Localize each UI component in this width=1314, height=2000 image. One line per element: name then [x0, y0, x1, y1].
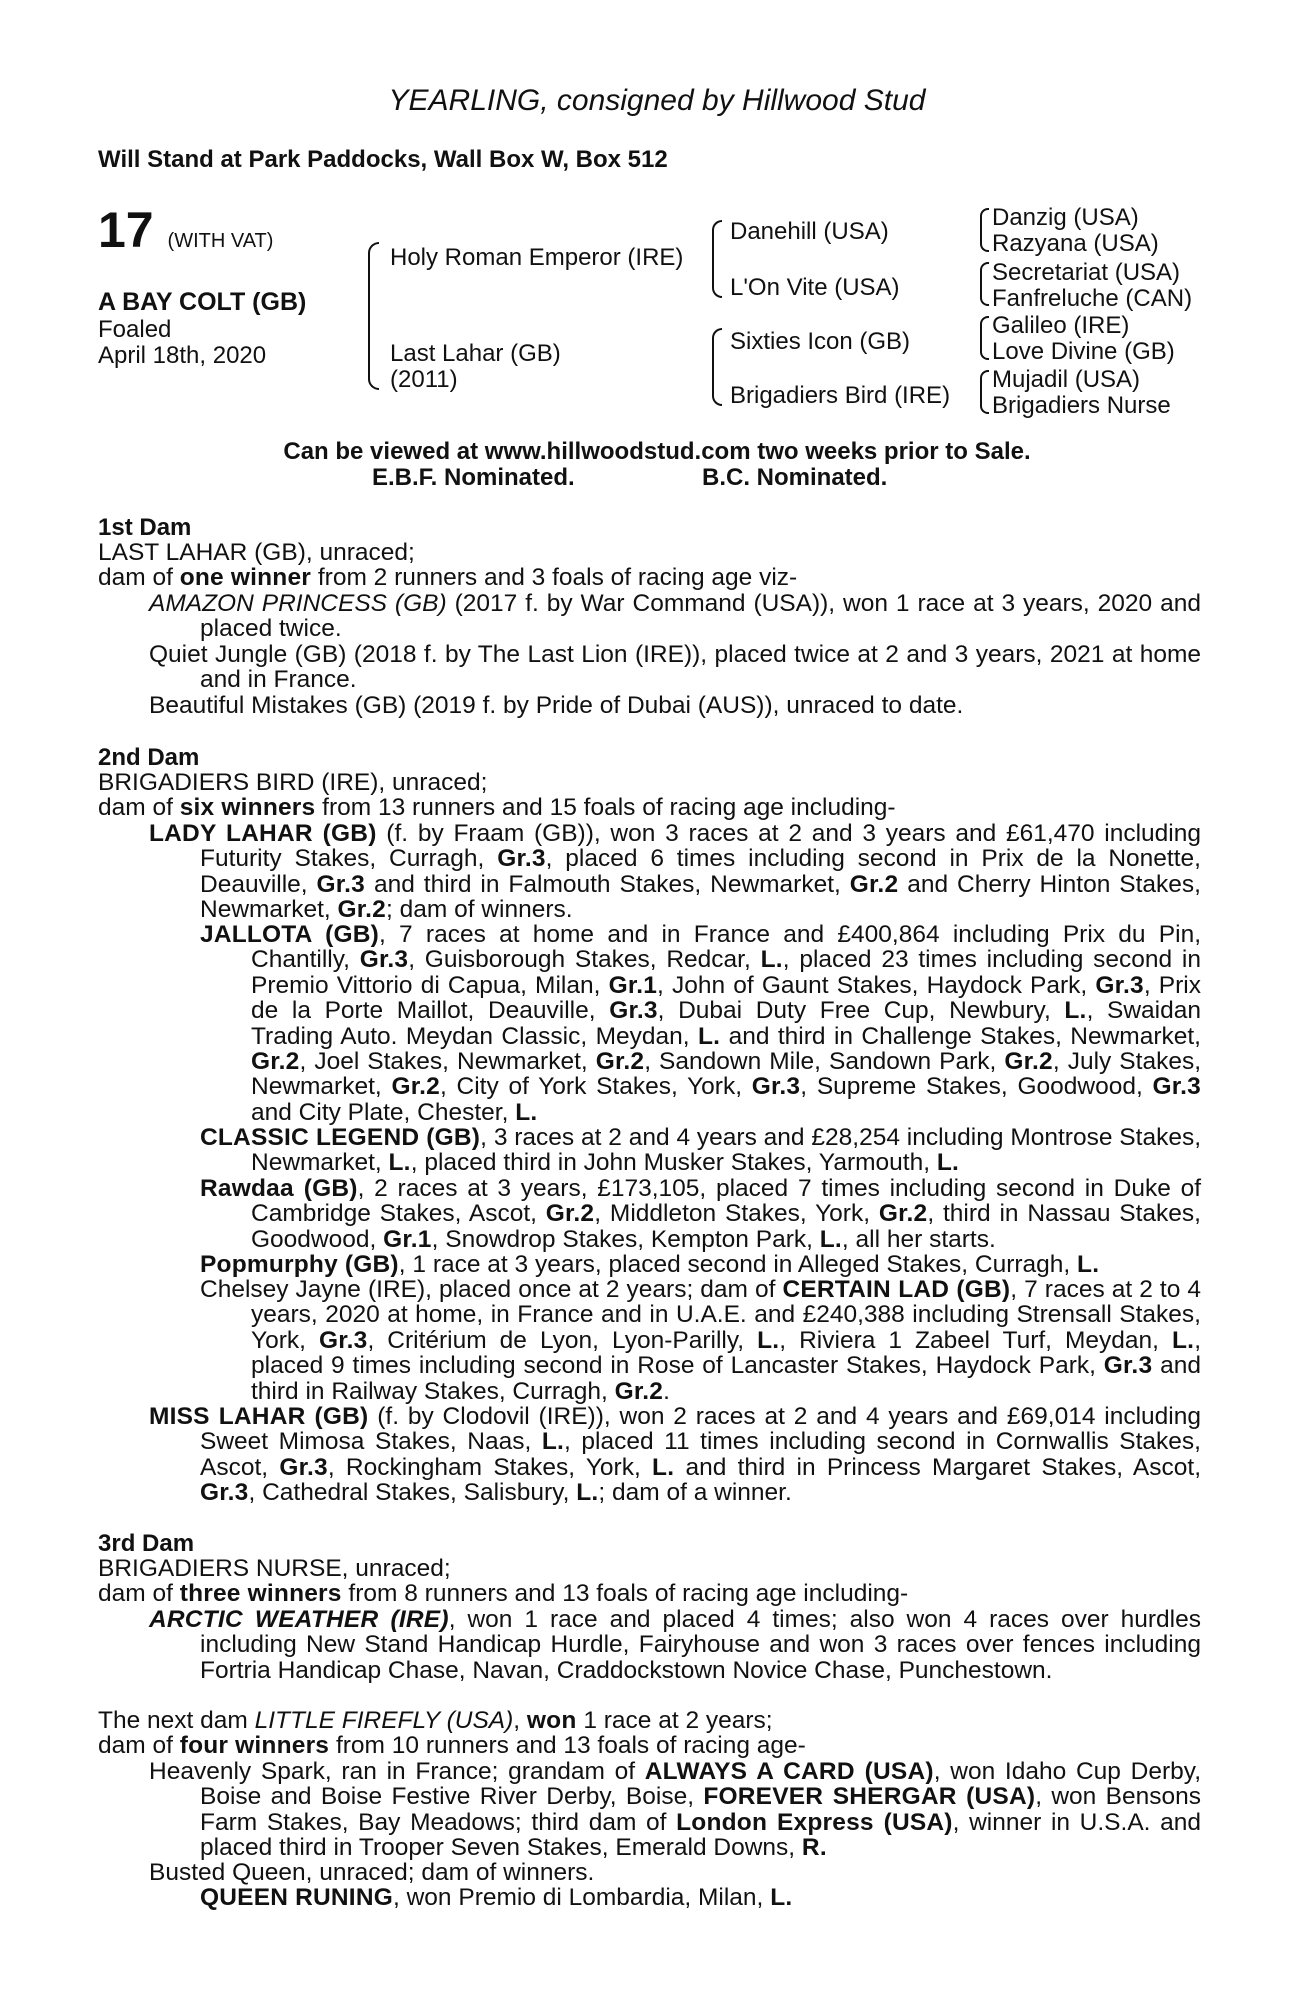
produce-miss-lahar-14: ; dam of a winner.: [598, 1479, 792, 1507]
second-dam-summary-4: from 13 runners and 15 foals of racing age including-: [315, 794, 896, 821]
produce-jallota-17: L.: [697, 1022, 721, 1050]
produce-heavenly-spark-5: , won Idaho Cup Derby, Boise and Boise Festive River Derby, Boise,: [200, 1758, 1202, 1811]
produce-miss-lahar-2: [149, 1404, 1201, 1506]
produce-jallota-25: Gr.2: [391, 1073, 440, 1101]
pedigree-brace-5: [980, 262, 989, 306]
produce-miss-lahar-8: , Rockingham Stakes, York,: [327, 1453, 653, 1481]
first-dam-summary: [98, 565, 797, 590]
bc-note: B.C. Nominated.: [702, 464, 888, 491]
produce-arctic-weather-2: [149, 1607, 1201, 1683]
produce-lady-lahar: [149, 821, 1201, 923]
produce-rawdaa-6: , Middleton Stakes, York,: [594, 1200, 879, 1228]
pedigree-dam-sire: Sixties Icon (GB): [730, 328, 911, 355]
produce-arctic-weather-3: ARCTIC WEATHER (IRE): [149, 1606, 449, 1633]
pedigree-sire-dam: L'On Vite (USA): [730, 274, 900, 301]
produce-jallota: [200, 922, 1201, 1125]
produce-rawdaa-5: Gr.2: [545, 1200, 595, 1228]
produce-jallota-22: , Sandown Mile, Sandown Park,: [644, 1048, 1005, 1076]
produce-classic-legend-2: [200, 1125, 1201, 1176]
produce-miss-lahar-9: L.: [652, 1453, 675, 1481]
next-dam-name-6: 1 race at 2 years;: [576, 1707, 773, 1734]
pedigree-dam-dam: Brigadiers Bird (IRE): [730, 382, 951, 409]
produce-rawdaa-7: Gr.2: [878, 1200, 928, 1228]
produce-lady-lahar-7: Gr.3: [316, 870, 366, 898]
vat-note: (WITH VAT): [167, 230, 274, 252]
next-dam-name-5: won: [526, 1707, 577, 1734]
produce-miss-lahar-5: L.: [541, 1428, 565, 1456]
produce-heavenly-spark: [149, 1759, 1201, 1861]
produce-jallota-5: Gr.3: [359, 946, 409, 974]
produce-rawdaa-11: L.: [819, 1225, 842, 1253]
produce-miss-lahar-6: , placed 11 times including second in Cornwallis Stakes, Ascot,: [200, 1428, 1201, 1481]
produce-jallota-26: , City of York Stakes, York,: [439, 1073, 752, 1101]
second-dam-summary: [98, 795, 896, 820]
produce-chelsey-jayne-4: CERTAIN LAD (GB): [782, 1276, 1011, 1303]
produce-jallota-31: L.: [515, 1098, 538, 1126]
pedigree-dds: Mujadil (USA): [992, 366, 1141, 393]
produce-jallota-28: , Supreme Stakes, Goodwood,: [800, 1073, 1153, 1101]
produce-jallota-19: Gr.2: [251, 1048, 300, 1076]
produce-rawdaa-4: , 2 races at 3 years, £173,105, placed 7 times including second in Duke of Cambridge Stakes, Ascot,: [251, 1175, 1202, 1228]
produce-classic-legend-7: L.: [936, 1149, 959, 1177]
produce-jallota-13: Gr.3: [609, 997, 658, 1025]
produce-jallota-23: Gr.2: [1004, 1048, 1053, 1076]
produce-heavenly-spark-3: Heavenly Spark, ran in France; grandam of: [149, 1758, 645, 1785]
produce-popmurphy-4: L.: [1077, 1251, 1100, 1278]
viewing-note: Can be viewed at www.hillwoodstud.com two weeks prior to Sale.: [283, 438, 1031, 465]
produce-chelsey-jayne: [200, 1277, 1201, 1404]
next-dam-name-4: ,: [513, 1707, 527, 1734]
first-dam-summary-2: dam of: [98, 564, 180, 591]
produce-jallota-4: , 7 races at home and in France and £400,864 including Prix du Pin, Chantilly,: [251, 921, 1201, 974]
lot-number-value: 17: [98, 202, 154, 258]
produce-jallota-10: , John of Gaunt Stakes, Haydock Park,: [657, 971, 1096, 999]
produce-heavenly-spark-6: FOREVER SHERGAR (USA): [703, 1783, 1036, 1811]
produce-lady-lahar-2: [149, 821, 1201, 923]
produce-amazon-princess-4: (2017 f. by War Command (USA)), won 1 race at 3 years, 2020 and placed twice.: [200, 590, 1201, 643]
produce-popmurphy: [200, 1252, 1099, 1277]
produce-jallota-11: Gr.3: [1095, 971, 1144, 999]
produce-miss-lahar-13: L.: [576, 1479, 599, 1507]
produce-lady-lahar-12: ; dam of winners.: [386, 896, 573, 924]
pedigree-sire: Holy Roman Emperor (IRE): [390, 244, 684, 271]
produce-chelsey-jayne-3: Chelsey Jayne (IRE), placed once at 2 years; dam of: [200, 1276, 783, 1303]
produce-heavenly-spark-4: ALWAYS A CARD (USA): [644, 1758, 934, 1785]
produce-jallota-27: Gr.3: [751, 1073, 801, 1101]
pedigree-dam-year: (2011): [390, 366, 458, 393]
third-dam-name: BRIGADIERS NURSE, unraced;: [98, 1555, 451, 1582]
second-dam-heading: 2nd Dam: [98, 744, 200, 771]
produce-jallota-12: , Prix de la Porte Maillot, Deauville,: [251, 971, 1202, 1025]
next-dam-name: [98, 1708, 773, 1733]
produce-popmurphy-2: Popmurphy (GB): [200, 1251, 399, 1278]
produce-jallota-24: , July Stakes, Newmarket,: [251, 1048, 1202, 1101]
produce-chelsey-jayne-11: , placed 9 times including second in Rose of Lancaster Stakes, Haydock Park,: [251, 1326, 1201, 1380]
produce-jallota-7: L.: [760, 946, 783, 974]
produce-chelsey-jayne-8: L.: [757, 1326, 780, 1354]
second-dam-summary-2: dam of: [98, 794, 180, 821]
pedigree-ddd: Brigadiers Nurse: [992, 392, 1171, 419]
produce-jallota-8: , placed 23 times including second in Premio Vittorio di Capua, Milan,: [251, 946, 1201, 999]
pedigree-brace-6: [980, 316, 989, 360]
produce-miss-lahar-11: Gr.3: [200, 1479, 249, 1507]
pedigree-ssd: Razyana (USA): [992, 230, 1159, 257]
foaled-date: April 18th, 2020: [98, 342, 267, 369]
foaled-label: Foaled: [98, 316, 172, 343]
sire-line-brace: [712, 220, 722, 298]
produce-rawdaa: [200, 1176, 1201, 1252]
ebf-note: E.B.F. Nominated.: [372, 464, 575, 491]
produce-queen-runing-3: , won Premio di Lombardia, Milan,: [392, 1884, 771, 1911]
horse-title: A BAY COLT (GB): [98, 288, 307, 316]
pedigree-dss: Galileo (IRE): [992, 312, 1130, 339]
produce-miss-lahar-3: MISS LAHAR (GB): [149, 1403, 369, 1430]
third-dam-summary-4: from 8 runners and 13 foals of racing age including-: [341, 1580, 909, 1607]
produce-heavenly-spark-10: R.: [801, 1834, 827, 1862]
produce-chelsey-jayne-2: Chelsey Jayne (IRE), placed once at 2 years; dam of CERTAIN LAD (GB), 7 races at 2 to 4 years, 2020 at home, in France and in U.A.E. and £240,388 including Strensall Stakes, York, Gr.3, Critérium de Lyon, Lyon-Parilly, L., Riviera 1 Zabeel Turf, Meydan, L., placed 9 times including second in Rose of Lancaster Stakes, Haydock Park, Gr.3 and third in Railway Stakes, Curragh, Gr.2.: [200, 1276, 1202, 1405]
first-dam-summary-3: one winner: [179, 564, 312, 591]
first-dam-name: LAST LAHAR (GB), unraced;: [98, 539, 415, 566]
pedigree-sds: Secretariat (USA): [992, 259, 1181, 286]
pedigree-brace-4: [980, 208, 989, 252]
produce-chelsey-jayne-13: and third in Railway Stakes, Curragh,: [251, 1352, 1202, 1405]
produce-rawdaa-10: , Snowdrop Stakes, Kempton Park,: [431, 1225, 820, 1253]
produce-amazon-princess-3: AMAZON PRINCESS (GB): [149, 590, 447, 617]
pedigree-sire-sire: Danehill (USA): [730, 218, 889, 245]
produce-lady-lahar-10: and Cherry Hinton Stakes, Newmarket,: [200, 870, 1201, 924]
produce-rawdaa-3: Rawdaa (GB): [200, 1175, 358, 1202]
produce-jallota-6: , Guisborough Stakes, Redcar,: [408, 946, 761, 974]
next-dam-summary-4: from 10 runners and 13 foals of racing age-: [329, 1732, 806, 1759]
pedigree-dam: Last Lahar (GB): [390, 340, 561, 367]
produce-jallota-2: [200, 922, 1201, 1125]
produce-jallota-21: Gr.2: [595, 1048, 645, 1076]
lot-number: [98, 202, 274, 266]
produce-quiet-jungle-2: Quiet Jungle (GB) (2018 f. by The Last Lion (IRE)), placed twice at 2 and 3 years, 2021 at home and in France.: [149, 641, 1201, 694]
produce-classic-legend-6: , placed third in John Musker Stakes, Yarmouth,: [410, 1149, 937, 1177]
pedigree-dsd: Love Divine (GB): [992, 338, 1175, 365]
produce-classic-legend-3: CLASSIC LEGEND (GB): [200, 1124, 481, 1151]
produce-busted-queen: Busted Queen, unraced; dam of winners.: [149, 1859, 595, 1886]
pedigree-sdd: Fanfreluche (CAN): [992, 285, 1193, 312]
produce-lady-lahar-9: Gr.2: [849, 870, 899, 898]
produce-queen-runing-2: QUEEN RUNING: [200, 1884, 393, 1911]
first-dam-summary-4: from 2 runners and 3 foals of racing age viz-: [311, 564, 798, 591]
produce-lady-lahar-3: LADY LAHAR (GB): [149, 820, 377, 847]
produce-chelsey-jayne-5: , 7 races at 2 to 4 years, 2020 at home, in France and in U.A.E. and £240,388 including Strensall Stakes, York,: [251, 1276, 1201, 1354]
produce-jallota-20: , Joel Stakes, Newmarket,: [299, 1048, 596, 1076]
produce-beautiful-mistakes: Beautiful Mistakes (GB) (2019 f. by Pride of Dubai (AUS)), unraced to date.: [149, 692, 964, 719]
produce-chelsey-jayne-7: , Critérium de Lyon, Lyon-Parilly,: [367, 1326, 758, 1354]
third-dam-summary-2: dam of: [98, 1580, 180, 1607]
produce-jallota-29: Gr.3: [1152, 1073, 1201, 1101]
produce-rawdaa-12: , all her starts.: [841, 1225, 996, 1253]
produce-jallota-9: Gr.1: [608, 971, 658, 999]
third-dam-heading: 3rd Dam: [98, 1530, 195, 1557]
pedigree-brace: [368, 242, 379, 390]
produce-amazon-princess: [149, 591, 1201, 642]
produce-heavenly-spark-8: London Express (USA): [676, 1808, 953, 1836]
second-dam-summary-3: six winners: [179, 794, 316, 821]
produce-popmurphy-3: , 1 race at 3 years, placed second in Alleged Stakes, Curragh,: [398, 1251, 1078, 1278]
produce-jallota-15: L.: [1064, 997, 1087, 1025]
produce-chelsey-jayne-6: Gr.3: [318, 1326, 368, 1354]
produce-miss-lahar-10: and third in Princess Margaret Stakes, Ascot,: [674, 1453, 1202, 1481]
produce-chelsey-jayne-9: , Riviera 1 Zabeel Turf, Meydan,: [779, 1326, 1172, 1354]
produce-arctic-weather: [149, 1607, 1201, 1683]
produce-chelsey-jayne-14: Gr.2: [614, 1377, 664, 1405]
produce-queen-runing-4: L.: [770, 1884, 793, 1911]
produce-jallota-16: , Swaidan Trading Auto. Meydan Classic, Meydan,: [251, 997, 1201, 1050]
produce-classic-legend-5: L.: [388, 1149, 411, 1177]
third-dam-summary-3: three winners: [179, 1580, 342, 1607]
produce-rawdaa-8: , third in Nassau Stakes, Goodwood,: [251, 1200, 1201, 1253]
produce-lady-lahar-4: (f. by Fraam (GB)), won 3 races at 2 and 3 years and £61,470 including Futurity Stakes, Curragh,: [200, 820, 1201, 873]
produce-miss-lahar-4: (f. by Clodovil (IRE)), won 2 races at 2 and 4 years and £69,014 including Sweet Mimosa Stakes, Naas,: [200, 1403, 1201, 1456]
produce-lady-lahar-5: Gr.3: [497, 845, 546, 873]
produce-chelsey-jayne-10: L.: [1172, 1326, 1195, 1354]
produce-heavenly-spark-7: , won Bensons Farm Stakes, Bay Meadows; third dam of: [200, 1783, 1201, 1836]
produce-miss-lahar: [149, 1404, 1201, 1506]
produce-lady-lahar-11: Gr.2: [337, 896, 386, 924]
produce-quiet-jungle: [149, 642, 1201, 693]
produce-rawdaa-2: [200, 1176, 1201, 1252]
produce-heavenly-spark-2: [149, 1759, 1201, 1861]
produce-jallota-14: , Dubai Duty Free Cup, Newbury,: [657, 997, 1065, 1025]
produce-heavenly-spark-9: , winner in U.S.A. and placed third in Trooper Seven Stakes, Emerald Downs,: [200, 1808, 1202, 1862]
produce-miss-lahar-12: , Cathedral Stakes, Salisbury,: [248, 1479, 577, 1507]
next-dam-name-2: The next dam: [98, 1707, 255, 1734]
next-dam-summary-3: four winners: [179, 1732, 330, 1759]
produce-classic-legend-4: , 3 races at 2 and 4 years and £28,254 including Montrose Stakes, Newmarket,: [251, 1124, 1201, 1177]
produce-chelsey-jayne-12: Gr.3: [1103, 1352, 1153, 1380]
next-dam-name-3: LITTLE FIREFLY (USA): [254, 1707, 514, 1734]
produce-lady-lahar-8: and third in Falmouth Stakes, Newmarket,: [365, 870, 850, 898]
second-dam-name: BRIGADIERS BIRD (IRE), unraced;: [98, 769, 488, 796]
third-dam-summary: [98, 1581, 908, 1606]
next-dam-summary: [98, 1733, 806, 1758]
produce-lady-lahar-6: , placed 6 times including second in Prix de la Nonette, Deauville,: [200, 845, 1201, 898]
produce-jallota-3: JALLOTA (GB): [200, 921, 379, 948]
next-dam-summary-2: dam of: [98, 1732, 180, 1759]
produce-classic-legend: [200, 1125, 1201, 1176]
produce-jallota-30: and City Plate, Chester,: [251, 1098, 516, 1126]
produce-jallota-18: and third in Challenge Stakes, Newmarket,: [720, 1022, 1201, 1050]
dam-line-brace: [712, 328, 722, 406]
produce-arctic-weather-4: , won 1 race and placed 4 times; also won 4 races over hurdles including New Stand Handicap Hurdle, Fairyhouse and won 3 races over fences including Fortria Handicap Chase, Navan, Craddockstown Novice Chase, Punchestown.: [200, 1606, 1201, 1684]
stand-location: Will Stand at Park Paddocks, Wall Box W, Box 512: [98, 146, 668, 173]
produce-miss-lahar-7: Gr.3: [279, 1453, 328, 1481]
produce-amazon-princess-2: [149, 591, 1201, 642]
first-dam-heading: 1st Dam: [98, 514, 192, 541]
page-title: YEARLING, consigned by Hillwood Stud: [388, 84, 926, 117]
produce-queen-runing: [200, 1885, 792, 1910]
pedigree-sss: Danzig (USA): [992, 204, 1139, 231]
pedigree-brace-7: [980, 370, 989, 414]
produce-rawdaa-9: Gr.1: [383, 1225, 432, 1253]
